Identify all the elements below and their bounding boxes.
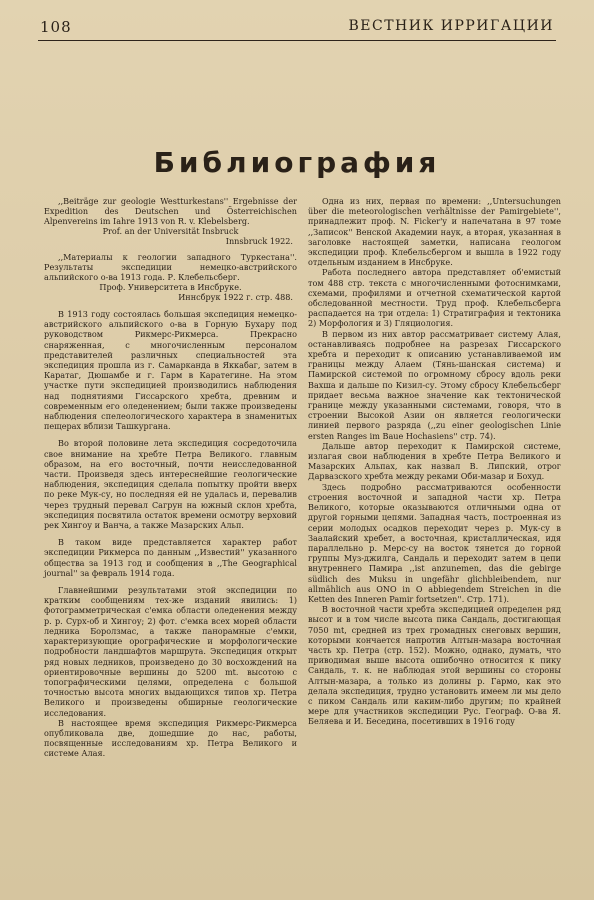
paragraph: В первом из них автор рассматривает систему Алая, останавливаясь подробнее на разрезах Гиссарского хребта и переходит к описанию устанавливаемой им границы между Алаем (Тянь-шанская система) и Памирской системой по огромному сбросу вдоль реки Вахша и дальше по Кизил-су. Этому сбросу Клебельсберг придает весьма важное значение как тектонической границе между указанными системами, говоря, что в строении Высокой Азии он является геологически линией первого разряда (,,zu einer geologischen Linie ersten Ranges im Baue Hochasiens'' стр. 74). <box>308 328 561 441</box>
paragraph: Работа последнего автора представляет об'емистый том 488 стр. текста с многочисленными фотоснимками, схемами, профилями и отчетной схематической картой обследованной местности. Труд проф. Клебельсберга распадается на три отдела: 1) Стратиграфия и тектоника 2) Морфология и 3) Гляциология. <box>308 267 561 329</box>
paragraph: В настоящее время экспедиция Рикмерс-Рикмерса опубликовала две, дошедшие до нас, работы, посвященные исследованиям хр. Петра Великого и системе Алая. <box>44 717 297 759</box>
reference-text: ,,Beiträge zur geologie Westturkestans'' Ergebnisse der Expedition des Deutschen und Österreichischen Alpenvereins im Iahre 1913 von R. v. Klebelsberg. <box>44 196 297 226</box>
paragraph: В восточной части хребта экспедицией определен ряд высот и в том числе высота пика Сандаль, достигающая 7050 mt, средней из трех громадных снеговых вершин, которыми кончается напротив Алтын-мазара восточная часть хр. Петра (стр. 152). Можно, однако, думать, что приводимая выше высота ошибочно относится к пику Сандаль, т. к. не наблюдая этой вершины со стороны Алтын-мазара, а только из долины р. Гармо, как это делала экспедиция, трудно установить имеем ли мы дело с пиком Сандаль или каким-либо другим; по крайней мере для участников экспедиции Рус. Географ. О-ва Я. Беляева и И. Беседина, посетивших в 1916 году <box>308 604 561 727</box>
reference-place: Innsbruck 1922. <box>225 236 293 246</box>
reference-german <box>44 196 297 246</box>
paragraph: В 1913 году состоялась большая экспедиция немецко-австрийского альпийского о-ва в Горную Бухару под руководством Рикмерс-Рикмерса. Прекрасно снаряженная, с многочисленным персоналом представителей различных специальностей эта экспедиция прошла из г. Самарканда в Яккабаг, затем в Каратаг, Дюшамбе и г. Гарм в Каратегине. На этом участке пути экспедицией производились наблюдения над поднятиями Гиссарского хребта, древним и современным его оледенением; были также произведены наблюдения спелеологического характера в знаменитых пещерах вблизи Ташкургана. <box>44 309 297 432</box>
paragraph: Дальше автор переходит к Памирской системе, излагая свои наблюдения в хребте Петра Великого и Мазарских Альпах, как назвал В. Липский, отрог Дарвазского хребта между реками Оби-мазар и Бохуд. <box>308 440 561 482</box>
section-title: Библиография <box>153 146 441 179</box>
paragraph: В таком виде представляется характер работ экспедиции Рикмерса по данным ,,Известий'' указанного общества за 1913 год и сообщения в ,,The Geographical journal'' за февраль 1914 года. <box>44 537 297 578</box>
running-header <box>40 14 554 40</box>
right-column <box>308 196 561 727</box>
header-rule <box>38 40 556 41</box>
reference-text: ,,Материалы к геологии западного Туркестана''. Результаты экспедиции немецко-австрийского альпийского о-ва 1913 года. Р. Клебельсберг. <box>44 252 297 282</box>
reference-place: Иннсбрук 1922 г. стр. 488. <box>178 292 293 302</box>
paragraph: Во второй половине лета экспедиция сосредоточила свое внимание на хребте Петра Великого. главным образом, на его восточный, почти неисследованной части. Произведя здесь интереснейшие геологические наблюдения, экспедиция сделала попытку пройти вверх по реке Мук-су, но последняя ей не удалась и, перевалив через трудный перевал Сагрун на южный склон хребта, экспедиция посвятила остаток времени осмотру верховий рек Хингоу и Ванча, а также Мазарских Альп. <box>44 438 297 531</box>
paragraph: Одна из них, первая по времени: ,,Untersuchungen über die meteorologischen verhältnisse der Pamirgebiete'', принадлежит проф. N. Ficker'y и напечатана в 97 томе ,,Записок'' Венской Академии наук, а вторая, указанная в заголовке настоящей заметки, написана геологом экспедиции проф. Клебельсбергом и вышла в 1922 году отдельным изданием в Инсбруке. <box>308 196 561 268</box>
journal-title: ВЕСТНИК ИРРИГАЦИИ <box>348 18 554 34</box>
paragraph: Главнейшими результатами этой экспедиции по кратким сообщениям тех-же изданий явились: 1) фотограмметрическая с'емка области оледенения между р. р. Сурх-об и Хингоу; 2) фот. с'емка всех морей области ледника Боролзмас, а также панорамные с'емки, характеризующие орографические и морфологические подробности ландшафтов маршрута. Экспедиция открыт ряд новых ледников, произведено до 30 восхождений на ориентировочные вершины до 5200 mt. высотою с топографическими целями, определена с большой точностью высота многих выдающихся типов хр. Петра Великого и произведены обширные геологические исследования. <box>44 585 297 718</box>
reference-russian <box>44 252 297 302</box>
reference-author: Проф. Университета в Инсбруке. <box>99 282 242 292</box>
paragraph: Здесь подробно рассматриваются особенности строения восточной и западной части хр. Петра Великого, которые оказываются отличными одна от другой горными цепями. Западная часть, построенная из серии молодых осадков переходит через р. Мук-су в Заалайский хребет, а восточная, кристаллическая, идя параллельно р. Мерс-су на восток тянется до горной группы Муз-джилга, Сандаль и переходит затем в цепи внутреннего Памира ,,ist anzunemen, das die gebirge südlich des Muksu in ungefähr glichbleibendem, nur allmählich aus ONO in O abbiegendem Streichen in die Ketten des Inneren Pamir fortsetzen''. Стр. 171). <box>308 481 561 604</box>
page-number: 108 <box>40 18 72 36</box>
left-column <box>44 196 297 759</box>
reference-author: Prof. an der Universität Insbruck <box>102 226 239 236</box>
